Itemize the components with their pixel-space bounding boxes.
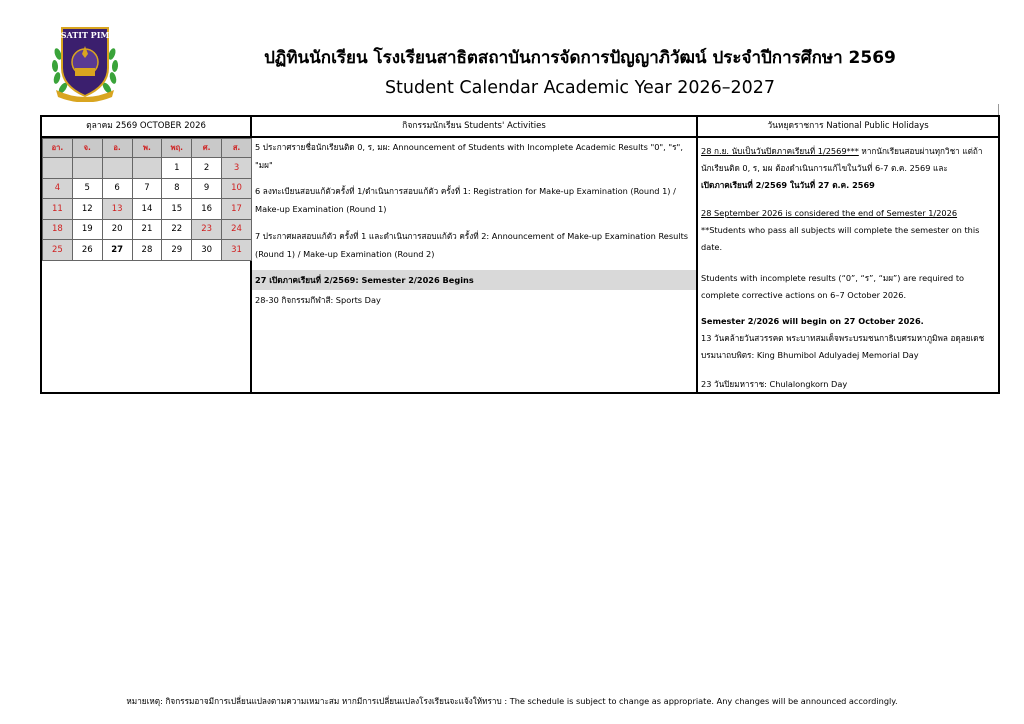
calendar-day: 1 <box>162 158 192 179</box>
calendar-day: 9 <box>192 178 222 199</box>
calendar-day-empty <box>72 158 102 179</box>
calendar-week <box>43 158 252 179</box>
calendar-day-weekend: 31 <box>222 240 252 261</box>
weekday-header-row <box>43 139 252 158</box>
calendar-heading: ตุลาคม 2569 OCTOBER 2026 <box>42 117 250 138</box>
calendar-day: 6 <box>102 178 132 199</box>
activity-item: 7 ประกาศผลสอบแก้ตัว ครั้งที่ 1 และดำเนินการสอบแก้ตัว ครั้งที่ 2: Announcement of Make-up Examination Results (Round 1) / Make-up Examination (Round 2) <box>255 231 689 259</box>
activities-column <box>252 117 698 392</box>
calendar-day-weekend: 10 <box>222 178 252 199</box>
calendar-day-weekend: 18 <box>43 219 73 240</box>
calendar-day: 30 <box>192 240 222 261</box>
activity-item: 6 ลงทะเบียนสอบแก้ตัวครั้งที่ 1/ดำเนินการสอบแก้ตัว ครั้งที่ 1: Registration for Make-up Examination (Round 1) / Make-up Examination (Round 1) <box>255 186 676 214</box>
holiday-note-underlined: 28 ก.ย. นับเป็นวันปิดภาคเรียนที่ 1/2569*** <box>701 146 859 156</box>
holiday-note <box>701 205 994 256</box>
weekday-sat: ส. <box>222 139 252 158</box>
calendar-day: 14 <box>132 199 162 220</box>
calendar-frame <box>40 115 1000 394</box>
holiday-note-bold: เปิดภาคเรียนที่ 2/2569 ในวันที่ 27 ต.ค. 2569 <box>701 180 875 190</box>
calendar-week <box>43 178 252 199</box>
calendar-day-weekend: 24 <box>222 219 252 240</box>
activity-highlight: 27 เปิดภาคเรียนที่ 2/2569: Semester 2/2026 Begins <box>252 270 696 290</box>
calendar-week <box>43 219 252 240</box>
calendar-day: 7 <box>132 178 162 199</box>
calendar-day-weekend: 17 <box>222 199 252 220</box>
calendar-day: 26 <box>72 240 102 261</box>
calendar-day-semester-start: 27 <box>102 240 132 261</box>
calendar-week <box>43 240 252 261</box>
activity-item: 28-30 กิจกรรมกีฬาสี: Sports Day <box>255 295 381 305</box>
calendar-day-empty <box>43 158 73 179</box>
calendar-grid <box>42 138 252 261</box>
holiday-note-underlined: 28 September 2026 is considered the end of Semester 1/2026 <box>701 208 958 218</box>
calendar-day-weekend: 3 <box>222 158 252 179</box>
month-calendar <box>42 117 252 392</box>
calendar-day-weekend: 4 <box>43 178 73 199</box>
calendar-day-weekend: 25 <box>43 240 73 261</box>
holiday-note-bold: Semester 2/2026 will begin on 27 October 2026. <box>701 316 924 326</box>
weekday-wed: พ. <box>132 139 162 158</box>
calendar-day-holiday: 13 <box>102 199 132 220</box>
title-english: Student Calendar Academic Year 2026–2027 <box>384 78 776 98</box>
holiday-note-text: หากนักเรียนสอบผ่านทุกวิชา แต่ถ้านักเรียนติด 0, ร, มผ ต้องดำเนินการแก้ไขในวันที่ 6-7 ต.ค. 2569 และ <box>701 146 983 173</box>
calendar-day-empty <box>102 158 132 179</box>
footer-note: หมายเหตุ: กิจกรรมอาจมีการเปลี่ยนแปลงตามความเหมาะสม หากมีการเปลี่ยนแปลงโรงเรียนจะแจ้งให้ทราบ : The schedule is subject to change as appropriate. Any changes will be announced accordingly. <box>126 696 898 706</box>
weekday-thu: พฤ. <box>162 139 192 158</box>
calendar-day: 28 <box>132 240 162 261</box>
calendar-day-weekend: 11 <box>43 199 73 220</box>
calendar-day-empty <box>132 158 162 179</box>
holiday-item: 23 วันปิยมหาราช: Chulalongkorn Day <box>701 379 848 389</box>
holidays-column <box>698 117 998 392</box>
holidays-heading: วันหยุดราชการ National Public Holidays <box>698 117 998 138</box>
title-thai: ปฏิทินนักเรียน โรงเรียนสาธิตสถาบันการจัดการปัญญาภิวัฒน์ ประจำปีการศึกษา 2569 <box>264 48 896 68</box>
holiday-note-text: **Students who pass all subjects will complete the semester on this date. <box>701 225 980 252</box>
calendar-day-holiday: 23 <box>192 219 222 240</box>
calendar-day: 21 <box>132 219 162 240</box>
weekday-sun: อา. <box>43 139 73 158</box>
activities-heading: กิจกรรมนักเรียน Students' Activities <box>252 117 696 138</box>
calendar-day: 12 <box>72 199 102 220</box>
logo-text: SATIT PIM <box>60 30 110 40</box>
calendar-day: 8 <box>162 178 192 199</box>
holiday-note: Students with incomplete results (“0”, “ร”, “มผ”) are required to complete corrective actions on 6–7 October 2026. <box>701 273 965 300</box>
holiday-note <box>701 143 994 194</box>
weekday-fri: ศ. <box>192 139 222 158</box>
holiday-item: 13 วันคล้ายวันสวรรคต พระบาทสมเด็จพระบรมชนกาธิเบศรมหาภูมิพล อดุลยเดช บรมนาถบพิตร: King Bhumibol Adulyadej Memorial Day <box>701 333 985 360</box>
school-logo <box>48 24 122 102</box>
calendar-day: 16 <box>192 199 222 220</box>
calendar-day: 19 <box>72 219 102 240</box>
calendar-day: 15 <box>162 199 192 220</box>
weekday-mon: จ. <box>72 139 102 158</box>
calendar-day: 2 <box>192 158 222 179</box>
calendar-week <box>43 199 252 220</box>
activity-item: 5 ประกาศรายชื่อนักเรียนติด 0, ร, มผ: Announcement of Students with Incomplete Academic Results "0", "ร", "มผ" <box>255 142 683 170</box>
calendar-day: 22 <box>162 219 192 240</box>
calendar-day: 5 <box>72 178 102 199</box>
calendar-day: 20 <box>102 219 132 240</box>
calendar-day: 29 <box>162 240 192 261</box>
weekday-tue: อ. <box>102 139 132 158</box>
